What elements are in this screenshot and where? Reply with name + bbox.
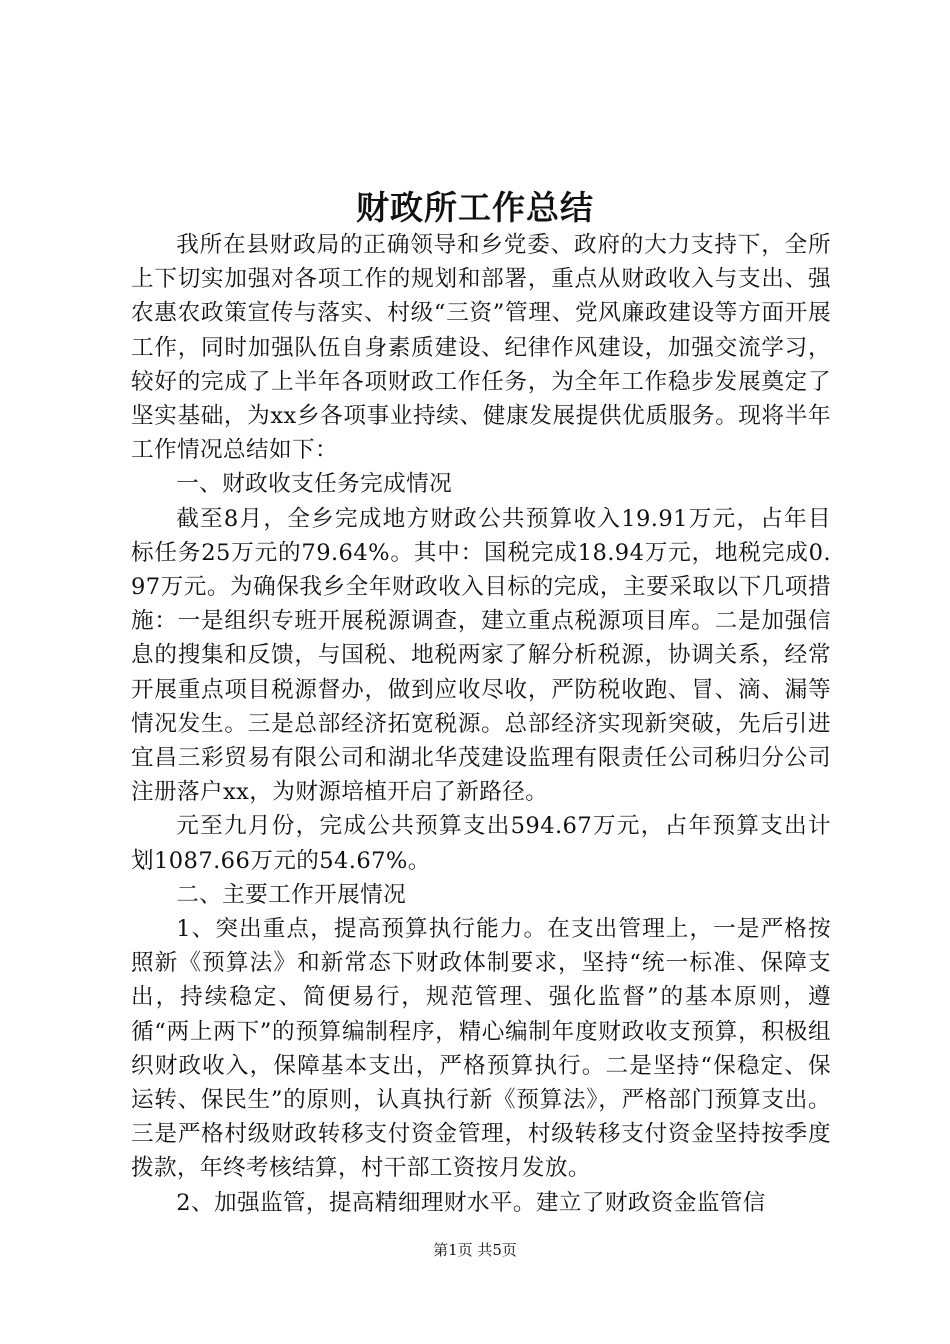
budget-execution-paragraph: 1、突出重点，提高预算执行能力。在支出管理上，一是严格按照新《预算法》和新常态下财政体制要求，坚持“统一标准、保障支出，持续稳定、简便易行，规范管理、强化监督”的基本原则，遵循“两上两下”的预算编制程序，精心编制年度财政收支预算，积极组织财政收入，保障基本支出，严格预算执行。二是坚持“保稳定、保运转、保民生”的原则，认真执行新《预算法》，严格部门预算支出。三是严格村级财政转移支付资金管理，村级转移支付资金坚持按季度拨款，年终考核结算，村干部工资按月发放。 [131, 916, 831, 1182]
revenue-paragraph: 截至8月，全乡完成地方财政公共预算收入19.91万元，占年目标任务25万元的79.64%。其中：国税完成18.94万元，地税完成0.97万元。为确保我乡全年财政收入目标的完成，主要采取以下几项措施：一是组织专班开展税源调查，建立重点税源项目库。二是加强信息的搜集和反馈，与国税、地税两家了解分析税源，协调关系，经常开展重点项目税源督办，做到应收尽收，严防税收跑、冒、滴、漏等情况发生。三是总部经济拓宽税源。总部经济实现新突破，先后引进宜昌三彩贸易有限公司和湖北华茂建设监理有限责任公司秭归分公司注册落户xx，为财源培植开启了新路径。 [131, 505, 831, 806]
expenditure-paragraph: 元至九月份，完成公共预算支出594.67万元，占年预算支出计划1087.66万元的54.67%。 [131, 813, 831, 874]
document-title: 财政所工作总结 [356, 188, 594, 227]
supervision-paragraph: 2、加强监管，提高精细理财水平。建立了财政资金监管信 [176, 1189, 766, 1216]
section-heading-1: 一、财政收支任务完成情况 [176, 471, 453, 498]
section-heading-2: 二、主要工作开展情况 [176, 881, 407, 908]
page-number-footer: 第1页 共5页 [433, 1241, 517, 1259]
intro-paragraph: 我所在县财政局的正确领导和乡党委、政府的大力支持下，全所上下切实加强对各项工作的规划和部署，重点从财政收入与支出、强农惠农政策宣传与落实、村级“三资”管理、党风廉政建设等方面开展工作，同时加强队伍自身素质建设、纪律作风建设，加强交流学习，较好的完成了上半年各项财政工作任务，为全年工作稳步发展奠定了坚实基础，为xx乡各项事业持续、健康发展提供优质服务。现将半年工作情况总结如下： [131, 232, 831, 464]
document-body [131, 228, 831, 1220]
